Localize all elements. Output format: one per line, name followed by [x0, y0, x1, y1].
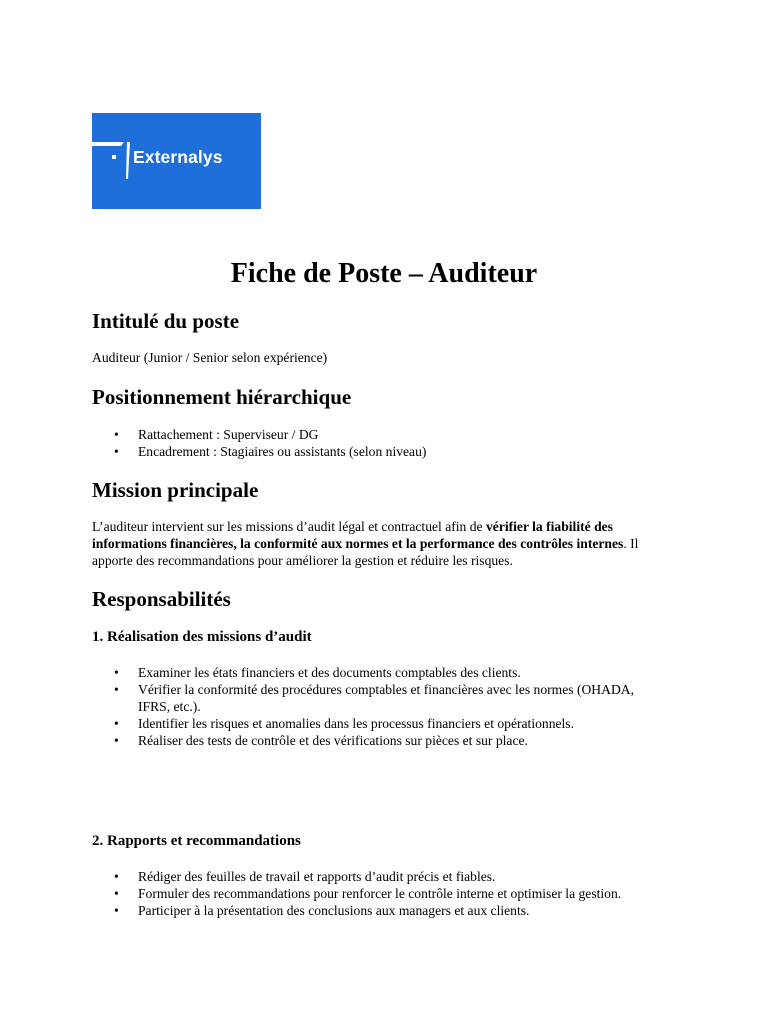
list-item: • Réaliser des tests de contrôle et des vérifications sur pièces et sur place.	[92, 732, 662, 749]
mission-text-part-2: . Il apporte des recommandations pour améliorer la gestion et réduire les risques.	[92, 536, 639, 568]
list-item: • Formuler des recommandations pour renforcer le contrôle interne et optimiser la gestion.	[92, 885, 662, 902]
heading-intitule: Intitulé du poste	[92, 309, 240, 333]
heading-mission: Mission principale	[92, 478, 259, 502]
realisation-list	[92, 664, 662, 749]
mission-text-part-1: L’auditeur intervient sur les missions d’audit légal et contractuel afin de	[92, 519, 486, 534]
rapports-list	[92, 868, 662, 919]
list-item: • Rattachement : Superviseur / DG	[92, 426, 662, 443]
subheading-realisation: 1. Réalisation des missions d’audit	[92, 629, 312, 645]
list-item: • Examiner les états financiers et des documents comptables des clients.	[92, 664, 662, 681]
heading-positionnement: Positionnement hiérarchique	[92, 385, 352, 409]
list-item: • Rédiger des feuilles de travail et rapports d’audit précis et fiables.	[92, 868, 662, 885]
logo-text: Externalys	[133, 147, 223, 167]
page-title: Fiche de Poste – Auditeur	[230, 258, 538, 289]
subheading-rapports: 2. Rapports et recommandations	[92, 833, 301, 849]
mission-paragraph	[92, 518, 672, 569]
intitule-text: Auditeur (Junior / Senior selon expérience)	[92, 350, 328, 365]
list-item: • Participer à la présentation des conclusions aux managers et aux clients.	[92, 902, 662, 919]
list-item: • Identifier les risques et anomalies dans les processus financiers et opérationnels.	[92, 715, 662, 732]
list-item: • Vérifier la conformité des procédures comptables et financières avec les normes (OHADA, IFRS, etc.).	[92, 681, 662, 715]
positionnement-list	[92, 426, 662, 460]
list-item: • Encadrement : Stagiaires ou assistants (selon niveau)	[92, 443, 662, 460]
externalys-logo	[92, 113, 261, 209]
heading-responsabilites: Responsabilités	[92, 587, 231, 611]
mission-text-bold: vérifier la fiabilité des informations financières, la conformité aux normes et la performance des contrôles internes	[92, 519, 624, 551]
